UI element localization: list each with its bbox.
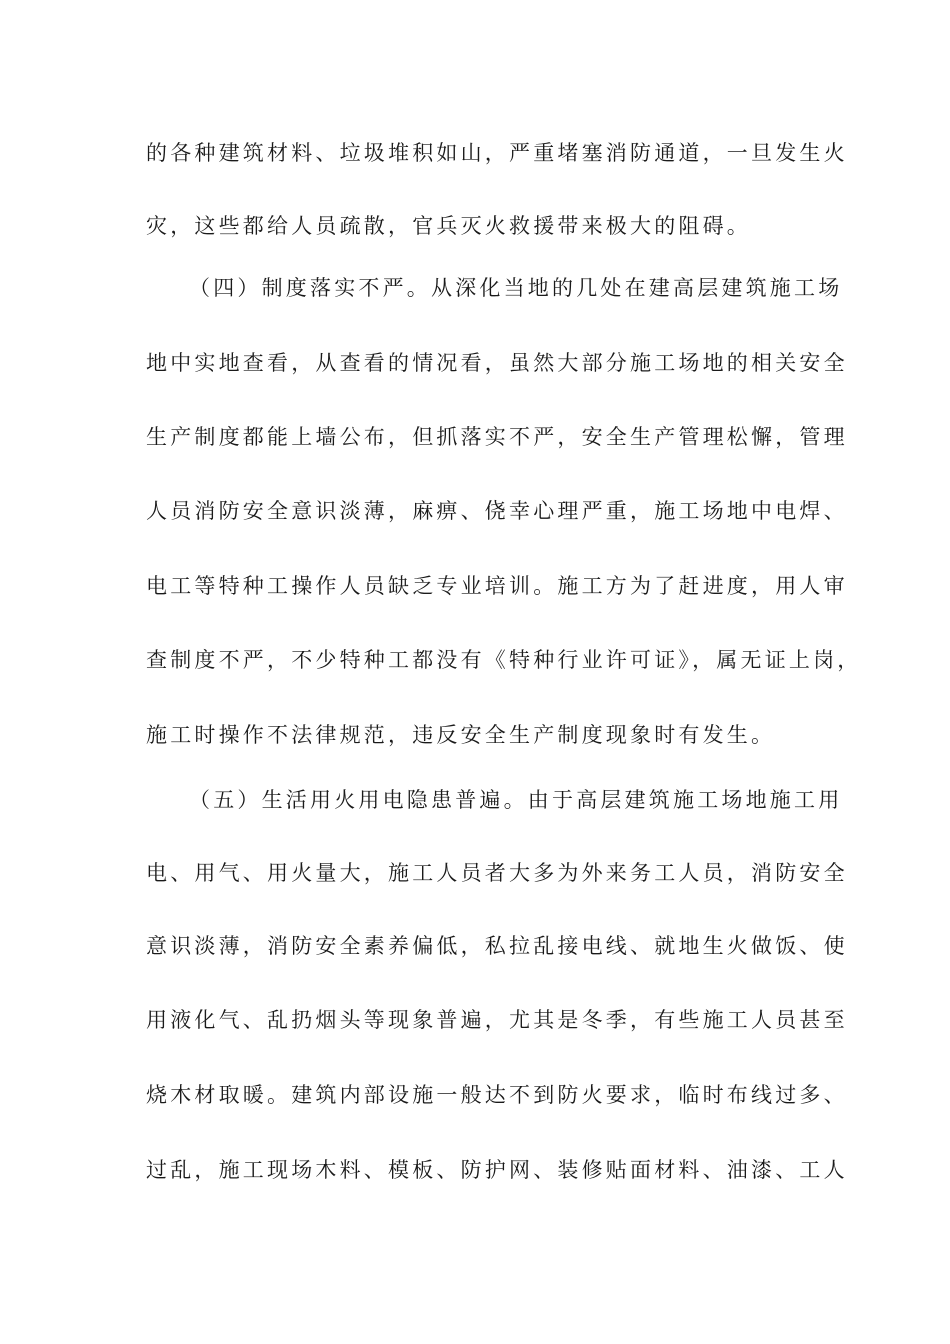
text-line: 生产制度都能上墙公布，但抓落实不严，安全生产管理松懈，管理: [146, 425, 848, 449]
text-line: 查制度不严，不少特种工都没有《特种行业许可证》，属无证上岗，: [146, 648, 862, 672]
text-line: 电工等特种工操作人员缺乏专业培训。施工方为了赶进度，用人审: [146, 574, 848, 598]
text-line: 烧木材取暖。建筑内部设施一般达不到防火要求，临时布线过多、: [146, 1083, 848, 1107]
paragraph-heading-four: （四）制度落实不严。从深化当地的几处在建高层建筑施工场: [189, 276, 843, 300]
text-line: 人员消防安全意识淡薄，麻痹、侥幸心理严重，施工场地中电焊、: [146, 499, 848, 523]
text-line: 施工时操作不法律规范，违反安全生产制度现象时有发生。: [146, 723, 776, 747]
paragraph-heading-five: （五）生活用火用电隐患普遍。由于高层建筑施工场地施工用: [189, 788, 843, 812]
text-line: 过乱，施工现场木料、模板、防护网、装修贴面材料、油漆、工人: [146, 1158, 848, 1182]
text-line: 用液化气、乱扔烟头等现象普遍，尤其是冬季，有些施工人员甚至: [146, 1008, 848, 1032]
text-line: 灾，这些都给人员疏散，官兵灭火救援带来极大的阻碍。: [146, 214, 751, 238]
text-line: 地中实地查看，从查看的情况看，虽然大部分施工场地的相关安全: [146, 351, 848, 375]
text-line: 电、用气、用火量大，施工人员者大多为外来务工人员，消防安全: [146, 861, 848, 885]
text-line: 意识淡薄，消防安全素养偏低，私拉乱接电线、就地生火做饭、使: [146, 934, 848, 958]
text-line: 的各种建筑材料、垃圾堆积如山，严重堵塞消防通道，一旦发生火: [146, 141, 848, 165]
